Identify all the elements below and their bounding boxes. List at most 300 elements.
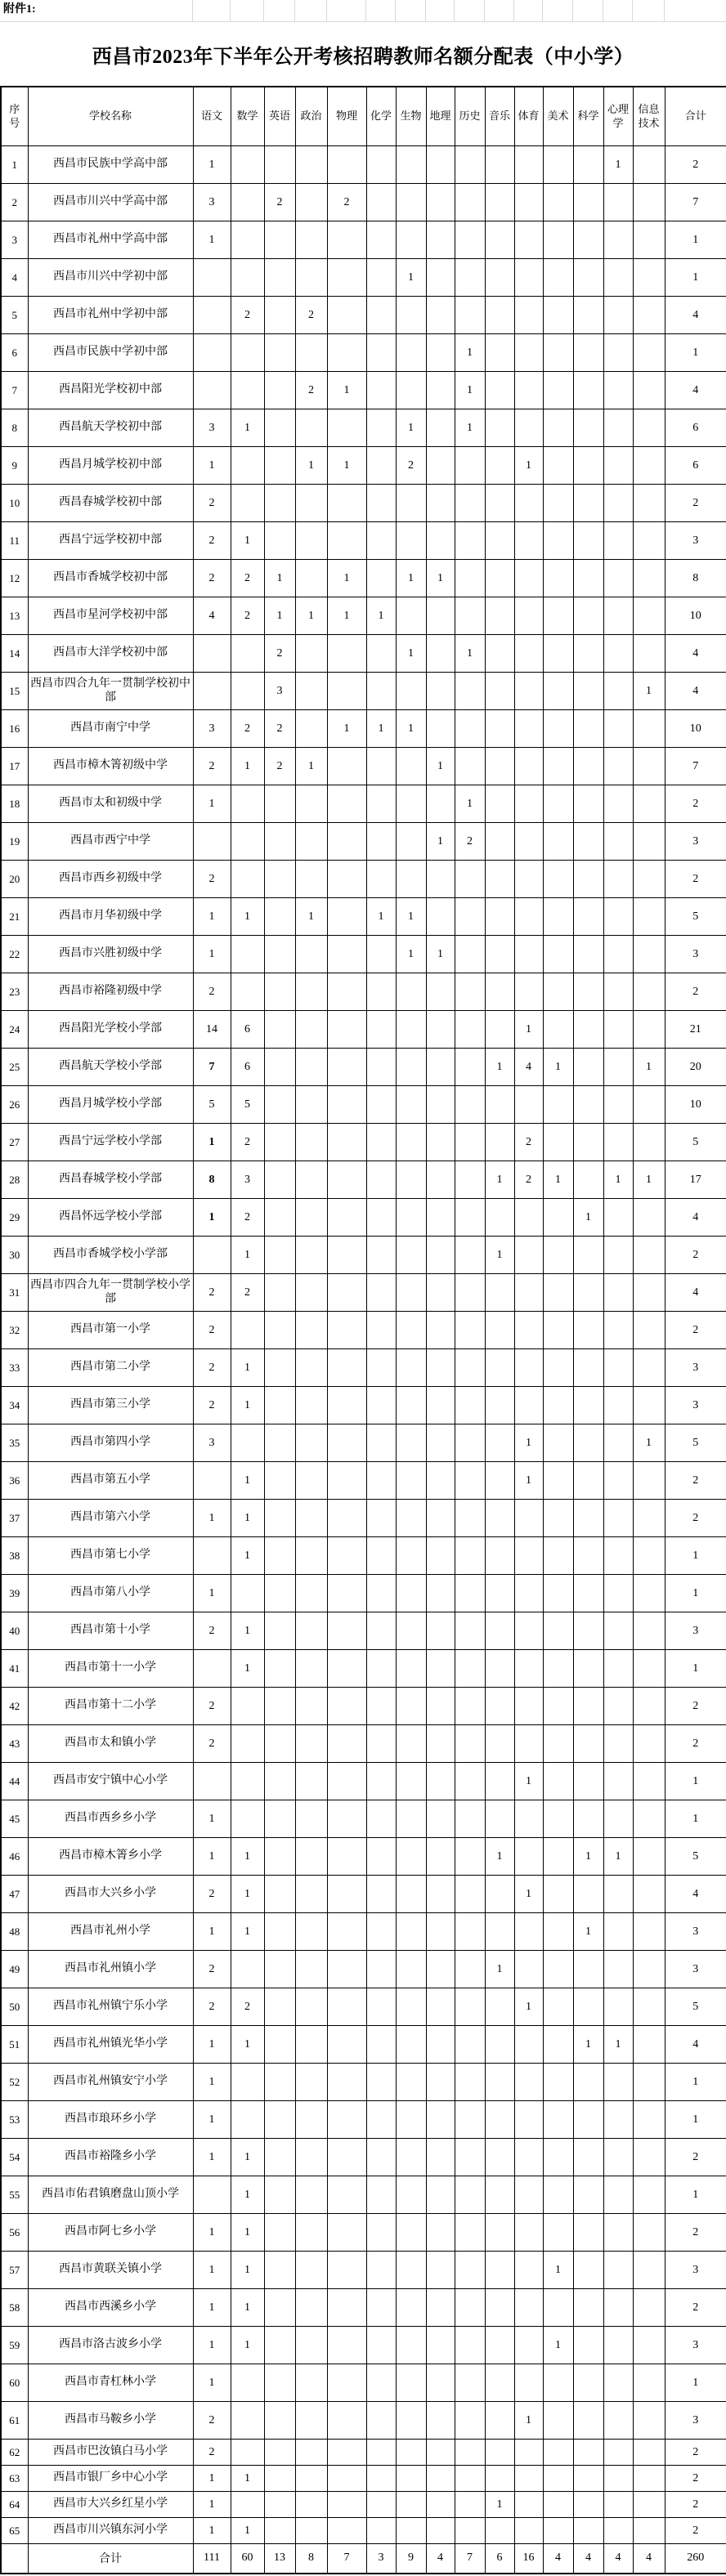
subject-value-cell: [455, 1725, 485, 1763]
table-row: [1, 409, 726, 447]
subject-value-cell: [485, 1349, 514, 1387]
subject-value-cell: [396, 2402, 426, 2440]
subject-value-cell: 2: [193, 1312, 231, 1349]
table-row: [1, 1537, 726, 1575]
row-total-cell: 1: [665, 259, 726, 297]
subject-value-cell: 1: [603, 2026, 633, 2064]
subject-value-cell: [426, 334, 455, 372]
subject-value-cell: [366, 1500, 396, 1537]
subject-value-cell: [366, 1161, 396, 1199]
subject-value-cell: 1: [455, 334, 485, 372]
subject-value-cell: [426, 898, 455, 936]
subject-value-cell: [514, 297, 543, 334]
subject-value-cell: [426, 673, 455, 710]
row-total-cell: 1: [665, 1650, 726, 1688]
subject-value-cell: 1: [327, 372, 366, 409]
column-header-16: 信息技术: [633, 87, 665, 146]
subject-value-cell: [264, 2176, 295, 2214]
subject-value-cell: 1: [193, 2466, 231, 2492]
subject-value-cell: [327, 936, 366, 973]
subject-value-cell: [603, 2064, 633, 2101]
subject-value-cell: 3: [264, 673, 295, 710]
subject-value-cell: [426, 635, 455, 673]
subject-value-cell: [603, 1237, 633, 1274]
table-row: [1, 2101, 726, 2139]
table-row: [1, 2466, 726, 2492]
subject-value-cell: [327, 1612, 366, 1650]
subject-value-cell: [633, 2518, 665, 2544]
subject-value-cell: [426, 1951, 455, 1988]
subject-value-cell: 1: [455, 409, 485, 447]
subject-value-cell: 2: [193, 1876, 231, 1913]
subject-value-cell: [264, 372, 295, 409]
subject-value-cell: [603, 1876, 633, 1913]
table-row: [1, 673, 726, 710]
subject-value-cell: [543, 673, 573, 710]
subject-value-cell: [327, 1650, 366, 1688]
subject-value-cell: [633, 2252, 665, 2289]
subject-value-cell: [573, 297, 603, 334]
subject-value-cell: [295, 1086, 327, 1124]
subject-value-cell: [573, 1688, 603, 1725]
subject-value-cell: [396, 673, 426, 710]
subject-value-cell: [264, 823, 295, 861]
subject-value-cell: 3: [193, 1424, 231, 1462]
subject-value-cell: [327, 898, 366, 936]
subject-value-cell: [327, 1537, 366, 1575]
table-row: [1, 861, 726, 898]
subject-value-cell: [231, 146, 264, 184]
subject-value-cell: 1: [193, 1575, 231, 1612]
subject-value-cell: [295, 1575, 327, 1612]
subject-value-cell: [543, 334, 573, 372]
subject-value-cell: [573, 447, 603, 485]
subject-value-cell: [543, 2139, 573, 2176]
row-total-cell: 2: [665, 1237, 726, 1274]
subject-value-cell: [543, 2289, 573, 2327]
subject-value-cell: [633, 2440, 665, 2466]
subject-value-cell: [264, 1011, 295, 1049]
subject-value-cell: [327, 1049, 366, 1086]
school-name-cell: 西昌市裕隆初级中学: [28, 973, 193, 1011]
subject-value-cell: [573, 1424, 603, 1462]
subject-value-cell: [396, 1575, 426, 1612]
title-band: [0, 22, 726, 86]
school-name-cell: 西昌市青杠林小学: [28, 2364, 193, 2402]
subject-value-cell: [485, 1988, 514, 2026]
subject-value-cell: [327, 2327, 366, 2364]
school-name-cell: 西昌市四合九年一贯制学校初中部: [28, 673, 193, 710]
subject-value-cell: [426, 1049, 455, 1086]
subject-value-cell: [514, 560, 543, 597]
row-number-cell: 35: [1, 1424, 28, 1462]
subject-value-cell: [295, 2364, 327, 2402]
row-total-cell: 1: [665, 1537, 726, 1575]
subject-value-cell: [543, 2101, 573, 2139]
subject-value-cell: [603, 2492, 633, 2518]
subject-value-cell: [426, 1124, 455, 1161]
subject-value-cell: [485, 2327, 514, 2364]
subject-value-cell: [327, 1688, 366, 1725]
subject-value-cell: [426, 1424, 455, 1462]
table-row: [1, 485, 726, 522]
subject-value-cell: [426, 2289, 455, 2327]
subject-value-cell: [543, 1988, 573, 2026]
subject-value-cell: [603, 1349, 633, 1387]
table-row: [1, 1124, 726, 1161]
subject-value-cell: [573, 785, 603, 823]
subject-value-cell: 1: [193, 2026, 231, 2064]
subject-value-cell: [264, 2139, 295, 2176]
school-name-cell: 西昌市第十小学: [28, 1612, 193, 1650]
subject-value-cell: [514, 1537, 543, 1575]
subject-value-cell: [514, 2492, 543, 2518]
subject-value-cell: 1: [193, 1199, 231, 1237]
table-row: [1, 1312, 726, 1349]
row-number-cell: 40: [1, 1612, 28, 1650]
table-row: [1, 2364, 726, 2402]
table-row: [1, 1349, 726, 1387]
subject-value-cell: [514, 898, 543, 936]
subject-value-cell: [295, 146, 327, 184]
row-total-cell: 2: [665, 2440, 726, 2466]
subject-value-cell: [231, 221, 264, 259]
subject-value-cell: [264, 2214, 295, 2252]
subject-value-cell: [543, 748, 573, 785]
subject-value-cell: 1: [396, 898, 426, 936]
subject-value-cell: 1: [366, 898, 396, 936]
subject-value-cell: [543, 1199, 573, 1237]
subject-total-cell: 16: [514, 2544, 543, 2574]
school-name-cell: 西昌市大兴乡小学: [28, 1876, 193, 1913]
ghost-cell: [484, 0, 513, 22]
subject-value-cell: [366, 2252, 396, 2289]
subject-value-cell: [485, 221, 514, 259]
table-row: [1, 184, 726, 221]
school-name-cell: 西昌市礼州小学: [28, 1913, 193, 1951]
subject-value-cell: [514, 334, 543, 372]
school-name-cell: 西昌市阿七乡小学: [28, 2214, 193, 2252]
school-name-cell: 西昌市礼州中学初中部: [28, 297, 193, 334]
subject-value-cell: [295, 1161, 327, 1199]
subject-value-cell: [396, 2518, 426, 2544]
subject-value-cell: [633, 2101, 665, 2139]
school-name-cell: 西昌市四合九年一贯制学校小学部: [28, 1274, 193, 1312]
subject-value-cell: [264, 259, 295, 297]
subject-value-cell: [543, 2176, 573, 2214]
subject-value-cell: [396, 1049, 426, 1086]
subject-value-cell: [603, 1575, 633, 1612]
subject-value-cell: [455, 2176, 485, 2214]
row-total-cell: 3: [665, 936, 726, 973]
subject-value-cell: [295, 2327, 327, 2364]
subject-value-cell: [455, 1349, 485, 1387]
subject-value-cell: [231, 635, 264, 673]
total-row-label: 合计: [28, 2544, 193, 2574]
subject-value-cell: [543, 1650, 573, 1688]
subject-value-cell: [603, 447, 633, 485]
subject-value-cell: [573, 1951, 603, 1988]
subject-value-cell: [264, 1049, 295, 1086]
subject-value-cell: [426, 1688, 455, 1725]
subject-value-cell: 1: [193, 898, 231, 936]
subject-value-cell: [396, 785, 426, 823]
subject-value-cell: [633, 2176, 665, 2214]
subject-value-cell: [543, 1800, 573, 1838]
subject-value-cell: [514, 1349, 543, 1387]
subject-value-cell: [633, 1349, 665, 1387]
row-number-cell: 1: [1, 146, 28, 184]
row-total-cell: 2: [665, 2139, 726, 2176]
subject-value-cell: [633, 1387, 665, 1424]
subject-value-cell: 1: [543, 1161, 573, 1199]
subject-value-cell: [633, 1199, 665, 1237]
subject-value-cell: 2: [396, 447, 426, 485]
subject-value-cell: [633, 146, 665, 184]
subject-value-cell: [327, 1462, 366, 1500]
ghost-cell: [664, 0, 726, 22]
table-row: [1, 785, 726, 823]
subject-value-cell: [514, 936, 543, 973]
subject-total-cell: 9: [396, 2544, 426, 2574]
total-row-empty-cell: [1, 2544, 28, 2574]
table-row: [1, 1237, 726, 1274]
subject-value-cell: [514, 1650, 543, 1688]
school-name-cell: 西昌市太和镇小学: [28, 1725, 193, 1763]
row-number-cell: 47: [1, 1876, 28, 1913]
row-number-cell: 55: [1, 2176, 28, 2214]
subject-value-cell: 1: [231, 1612, 264, 1650]
subject-value-cell: [231, 1575, 264, 1612]
subject-value-cell: [396, 1988, 426, 2026]
row-total-cell: 3: [665, 2252, 726, 2289]
subject-value-cell: [231, 259, 264, 297]
row-total-cell: 2: [665, 146, 726, 184]
subject-value-cell: [633, 635, 665, 673]
row-total-cell: 5: [665, 1838, 726, 1876]
subject-value-cell: [514, 1688, 543, 1725]
subject-value-cell: [485, 635, 514, 673]
row-total-cell: 5: [665, 1124, 726, 1161]
subject-value-cell: [573, 2101, 603, 2139]
subject-value-cell: [231, 1951, 264, 1988]
row-total-cell: 10: [665, 710, 726, 748]
subject-value-cell: [295, 1612, 327, 1650]
subject-value-cell: 1: [327, 447, 366, 485]
table-row: [1, 1500, 726, 1537]
subject-value-cell: [264, 1800, 295, 1838]
subject-value-cell: [396, 522, 426, 560]
subject-value-cell: [366, 560, 396, 597]
table-row: [1, 297, 726, 334]
subject-value-cell: [573, 1124, 603, 1161]
row-number-cell: 63: [1, 2466, 28, 2492]
table-row: [1, 1011, 726, 1049]
row-number-cell: 29: [1, 1199, 28, 1237]
subject-value-cell: [426, 1011, 455, 1049]
school-name-cell: 西昌市礼州中学高中部: [28, 221, 193, 259]
subject-value-cell: [485, 522, 514, 560]
subject-value-cell: 1: [231, 2518, 264, 2544]
table-row: [1, 2518, 726, 2544]
row-total-cell: 6: [665, 447, 726, 485]
subject-value-cell: 1: [193, 221, 231, 259]
row-total-cell: 4: [665, 1876, 726, 1913]
subject-value-cell: [327, 2466, 366, 2492]
school-name-cell: 西昌市黄联关镇小学: [28, 2252, 193, 2289]
subject-value-cell: [327, 485, 366, 522]
subject-value-cell: [193, 635, 231, 673]
subject-value-cell: 2: [231, 560, 264, 597]
subject-value-cell: [295, 1049, 327, 1086]
column-header-6: 物理: [327, 87, 366, 146]
row-number-cell: 37: [1, 1500, 28, 1537]
subject-value-cell: [485, 973, 514, 1011]
row-total-cell: 7: [665, 748, 726, 785]
subject-total-cell: 60: [231, 2544, 264, 2574]
subject-value-cell: [455, 1988, 485, 2026]
school-name-cell: 西昌市巴汝镇白马小学: [28, 2440, 193, 2466]
subject-value-cell: [295, 2214, 327, 2252]
subject-value-cell: [573, 334, 603, 372]
subject-value-cell: [295, 2440, 327, 2466]
subject-value-cell: 2: [231, 1124, 264, 1161]
subject-value-cell: [366, 1988, 396, 2026]
subject-value-cell: [264, 2289, 295, 2327]
row-number-cell: 43: [1, 1725, 28, 1763]
subject-value-cell: [633, 259, 665, 297]
row-number-cell: 60: [1, 2364, 28, 2402]
school-name-cell: 西昌市西乡乡小学: [28, 1800, 193, 1838]
subject-value-cell: [264, 1086, 295, 1124]
subject-value-cell: [295, 1237, 327, 1274]
subject-value-cell: [231, 1424, 264, 1462]
subject-value-cell: 1: [193, 146, 231, 184]
row-number-cell: 9: [1, 447, 28, 485]
row-number-cell: 54: [1, 2139, 28, 2176]
subject-value-cell: [327, 1424, 366, 1462]
subject-value-cell: [295, 1688, 327, 1725]
subject-total-cell: 7: [327, 2544, 366, 2574]
subject-value-cell: [455, 2252, 485, 2289]
subject-value-cell: [543, 146, 573, 184]
subject-value-cell: [231, 2402, 264, 2440]
subject-value-cell: [514, 1725, 543, 1763]
subject-value-cell: [264, 2440, 295, 2466]
subject-value-cell: 1: [231, 2466, 264, 2492]
subject-value-cell: [455, 1161, 485, 1199]
subject-value-cell: [264, 1237, 295, 1274]
subject-value-cell: [455, 2466, 485, 2492]
subject-value-cell: [264, 1913, 295, 1951]
school-name-cell: 西昌市第十一小学: [28, 1650, 193, 1688]
subject-value-cell: [193, 1237, 231, 1274]
subject-value-cell: [264, 2518, 295, 2544]
subject-value-cell: 1: [264, 597, 295, 635]
subject-value-cell: [455, 2214, 485, 2252]
subject-value-cell: [455, 1237, 485, 1274]
subject-value-cell: [295, 1650, 327, 1688]
subject-value-cell: [366, 1011, 396, 1049]
header-row: [1, 87, 726, 146]
subject-value-cell: 1: [231, 2214, 264, 2252]
subject-value-cell: [396, 184, 426, 221]
row-total-cell: 2: [665, 973, 726, 1011]
subject-value-cell: 2: [264, 635, 295, 673]
subject-value-cell: 1: [633, 1161, 665, 1199]
table-row: [1, 2252, 726, 2289]
subject-value-cell: [485, 1462, 514, 1500]
subject-value-cell: [327, 2101, 366, 2139]
subject-value-cell: [426, 2064, 455, 2101]
subject-value-cell: [264, 2364, 295, 2402]
subject-value-cell: 1: [633, 673, 665, 710]
subject-value-cell: [603, 973, 633, 1011]
school-name-cell: 西昌市樟木箐初级中学: [28, 748, 193, 785]
subject-value-cell: [633, 1876, 665, 1913]
subject-value-cell: [485, 2364, 514, 2402]
subject-value-cell: [426, 1086, 455, 1124]
subject-value-cell: [455, 898, 485, 936]
subject-value-cell: [514, 2440, 543, 2466]
row-number-cell: 17: [1, 748, 28, 785]
subject-value-cell: [633, 1086, 665, 1124]
subject-value-cell: [327, 259, 366, 297]
subject-value-cell: [193, 1537, 231, 1575]
subject-value-cell: [455, 2364, 485, 2402]
subject-value-cell: [231, 785, 264, 823]
subject-value-cell: [485, 1650, 514, 1688]
subject-value-cell: [633, 1688, 665, 1725]
subject-value-cell: [603, 635, 633, 673]
subject-value-cell: [573, 1800, 603, 1838]
subject-value-cell: [264, 1876, 295, 1913]
subject-value-cell: [603, 2402, 633, 2440]
subject-value-cell: [264, 1612, 295, 1650]
subject-value-cell: [327, 2440, 366, 2466]
subject-value-cell: [264, 936, 295, 973]
ghost-cell: [27, 0, 192, 22]
subject-value-cell: 1: [426, 936, 455, 973]
table-row: [1, 560, 726, 597]
subject-value-cell: [603, 1424, 633, 1462]
subject-value-cell: 2: [231, 297, 264, 334]
subject-value-cell: [295, 823, 327, 861]
subject-value-cell: 1: [193, 936, 231, 973]
table-row: [1, 1800, 726, 1838]
subject-value-cell: [231, 2364, 264, 2402]
subject-value-cell: [426, 485, 455, 522]
subject-value-cell: [543, 973, 573, 1011]
subject-value-cell: 2: [231, 1274, 264, 1312]
subject-value-cell: [573, 1500, 603, 1537]
subject-value-cell: [603, 334, 633, 372]
subject-value-cell: 1: [231, 1349, 264, 1387]
row-number-cell: 16: [1, 710, 28, 748]
subject-value-cell: [264, 861, 295, 898]
subject-value-cell: 1: [231, 1462, 264, 1500]
subject-value-cell: [396, 1237, 426, 1274]
subject-value-cell: 1: [193, 2492, 231, 2518]
row-number-cell: 8: [1, 409, 28, 447]
subject-value-cell: [573, 2518, 603, 2544]
subject-value-cell: [633, 560, 665, 597]
subject-value-cell: 1: [396, 635, 426, 673]
subject-value-cell: [573, 485, 603, 522]
subject-value-cell: 1: [231, 522, 264, 560]
subject-value-cell: [603, 1049, 633, 1086]
subject-value-cell: [366, 259, 396, 297]
